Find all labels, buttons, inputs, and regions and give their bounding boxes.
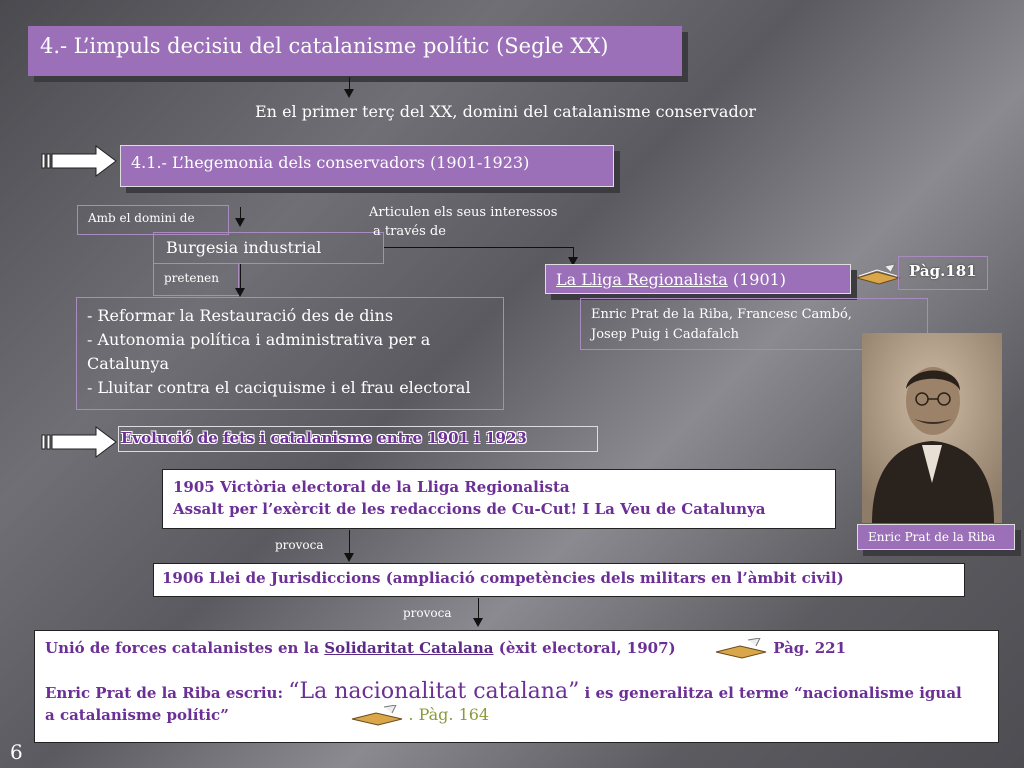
event-1906-box: 1906 Llei de Jurisdiccions (ampliació competències dels militars en l’àmbit civil)	[153, 563, 965, 597]
section1-heading: 4.1.- L’hegemonia dels conservadors (1901-1923)	[120, 145, 614, 187]
book-icon	[714, 638, 768, 660]
portrait-photo	[862, 333, 1002, 523]
label-provoca-1: provoca	[275, 538, 324, 552]
photo-caption: Enric Prat de la Riba	[857, 524, 1015, 550]
book-icon	[855, 262, 901, 286]
event-1905-box: 1905 Victòria electoral de la Lliga Regionalista Assalt per l’exèrcit de les redaccions de Cu-Cut! I La Veu de Catalunya	[162, 469, 836, 529]
objective-item: - Autonomia política i administrativa per a Catalunya	[87, 330, 431, 373]
lliga-box: La Lliga Regionalista (1901)	[545, 264, 851, 294]
block-arrow-1-icon	[40, 144, 120, 178]
objective-item: - Reformar la Restauració des de dins	[87, 306, 394, 325]
objectives-box	[76, 297, 504, 410]
label-provoca-2: provoca	[403, 606, 452, 620]
section2-heading: Evolució de fets i catalanisme entre 1901 i 1923	[118, 426, 598, 452]
burgesia-box: Burgesia industrial	[153, 232, 384, 264]
pag164: . Pàg. 164	[408, 705, 490, 724]
page-title: 4.- L’impuls decisiu del catalanisme polític (Segle XX)	[40, 34, 609, 58]
book-icon	[350, 705, 404, 727]
pag181-box: Pàg.181	[898, 256, 988, 290]
block-arrow-2-icon	[40, 425, 120, 459]
solidaritat-link[interactable]: Solidaritat Catalana	[324, 639, 494, 657]
label-domini: Amb el domini de	[77, 205, 229, 235]
pag221: Pàg. 221	[773, 639, 847, 657]
label-pretenen: pretenen	[153, 264, 239, 296]
title-banner	[28, 26, 682, 76]
final-box: Unió de forces catalanistes en la Solidaritat Catalana (èxit electoral, 1907) Pàg. 221 Enric Prat de la Riba escriu: “La nacionalitat catalana” i es generalitza el terme “nacionalisme igual a catalanisme polític” . Pàg. 164	[34, 630, 999, 743]
leaders-box: Enric Prat de la Riba, Francesc Cambó, Josep Puig i Cadafalch	[580, 298, 928, 350]
label-articulen: Articulen els seus interessos a través de	[369, 205, 558, 239]
objective-item: - Lluitar contra el caciquisme i el frau electoral	[87, 378, 471, 397]
page-number: 6	[10, 740, 23, 764]
lliga-link[interactable]: La Lliga Regionalista	[556, 270, 728, 289]
intro-text: En el primer terç del XX, domini del catalanisme conservador	[255, 102, 756, 121]
